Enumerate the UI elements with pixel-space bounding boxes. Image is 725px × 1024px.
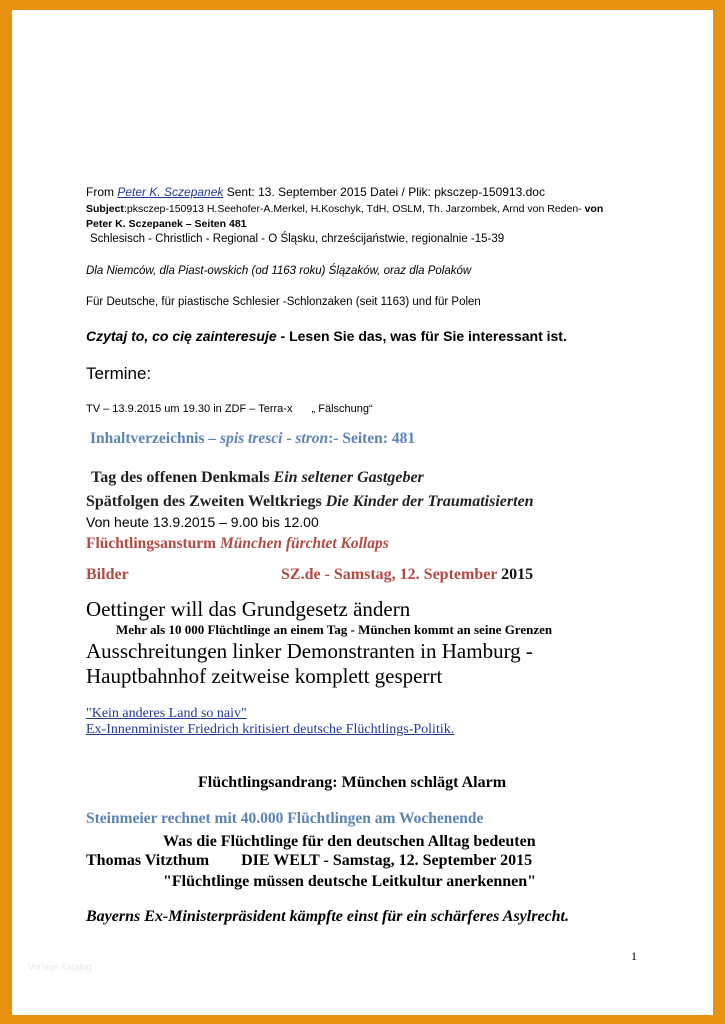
welt-author: Thomas Vitzthum	[86, 852, 210, 869]
toc-part3: -	[282, 430, 296, 447]
subject-text: :pksczep-150913 H.Seehofer-A.Merkel, H.Koschyk, TdH, OSLM, Th. Jarzombek, Arnd von Reden-	[123, 203, 582, 215]
author-pages: Peter K. Sczepanek – Seiten 481	[86, 218, 247, 230]
read-polish: Czytaj to, co cię zainteresuje	[86, 328, 277, 344]
bilder-label: Bilder	[86, 566, 129, 583]
german-audience-line: Für Deutsche, für piastische Schlesier -Schlonzaken (seit 1163) und für Polen	[86, 296, 481, 308]
toc-heading	[90, 430, 415, 448]
tv-title: „ Fälschung“	[311, 403, 373, 415]
denkmal-line	[91, 469, 424, 487]
leitkultur-headline: "Flüchtlinge müssen deutsche Leitkultur anerkennen"	[163, 873, 537, 890]
termine-heading: Termine:	[86, 364, 152, 383]
read-german: Lesen Sie das, was für Sie interessant ist.	[289, 328, 567, 344]
from-line	[86, 185, 545, 199]
fluechtlingsansturm-title: Flüchtlingsansturm	[86, 535, 220, 552]
polish-audience-line: Dla Niemców, dla Piast-owskich (od 1163 roku) Ślązaków, oraz dla Polaków	[86, 265, 472, 277]
bilder-source: SZ.de - Samstag, 12. September	[281, 566, 498, 583]
fluechtlingsansturm-line	[86, 535, 389, 553]
oettinger-headline: Oettinger will das Grundgesetz ändern	[86, 597, 411, 621]
steinmeier-headline: Steinmeier rechnet mit 40.000 Flüchtlingen am Wochenende	[86, 810, 484, 827]
sender-link[interactable]: Peter K. Sczepanek	[117, 185, 224, 199]
spaetfolgen-title: Spätfolgen des Zweiten Weltkriegs	[86, 493, 326, 510]
regional-line: Schlesisch - Christlich - Regional - O Śląsku, chrześcijaństwie, regionalnie -15-39	[90, 233, 505, 245]
subject-label: Subject	[86, 203, 124, 215]
subject-line	[86, 203, 603, 215]
bilder-year: 2015	[501, 566, 534, 583]
toc-part1: Inhaltverzeichnis –	[90, 430, 221, 447]
toc-part5: :- Seiten: 481	[328, 430, 416, 447]
subject-von: von	[584, 203, 604, 215]
tv-line	[86, 403, 373, 415]
naiv-link[interactable]: "Kein anderes Land so naiv"	[86, 706, 247, 721]
read-separator: -	[276, 328, 290, 344]
page-number: 1	[631, 949, 637, 963]
read-line	[86, 328, 567, 344]
denkmal-title: Tag des offenen Denkmals	[91, 469, 274, 486]
from-label: From	[86, 185, 114, 199]
spaetfolgen-subtitle: Die Kinder der Traumatisierten	[325, 493, 534, 510]
bilder-source-line	[281, 566, 533, 584]
toc-part2: spis tresci	[220, 430, 283, 447]
welt-line	[86, 852, 532, 870]
time-line: Von heute 13.9.2015 – 9.00 bis 12.00	[86, 514, 319, 530]
denkmal-subtitle: Ein seltener Gastgeber	[273, 469, 424, 486]
oettinger-subline: Mehr als 10 000 Flüchtlinge an einem Tag - München kommt an seine Grenzen	[116, 622, 553, 637]
alarm-headline: Flüchtlingsandrang: München schlägt Alarm	[198, 774, 507, 791]
hamburg-headline-1: Ausschreitungen linker Demonstranten in Hamburg -	[86, 639, 533, 663]
alltag-headline: Was die Flüchtlinge für den deutschen Alltag bedeuten	[163, 833, 536, 850]
fluechtlingsansturm-subtitle: München fürchtet Kollaps	[219, 535, 389, 552]
friedrich-link[interactable]: Ex-Innenminister Friedrich kritisiert deutsche Flüchtlings-Politik.	[86, 722, 455, 737]
welt-source: DIE WELT - Samstag, 12. September 2015	[241, 852, 533, 869]
watermark: Vorlage Katalog	[28, 962, 92, 972]
spaetfolgen-line	[86, 493, 534, 511]
tv-info: TV – 13.9.2015 um 19.30 in ZDF – Terra-x	[86, 403, 293, 415]
hamburg-headline-2: Hauptbahnhof zeitweise komplett gesperrt	[86, 664, 443, 688]
toc-part4: stron	[295, 430, 329, 447]
bayern-line: Bayerns Ex-Ministerpräsident kämpfte einst für ein schärferes Asylrecht.	[86, 908, 569, 925]
sent-info: Sent: 13. September 2015 Datei / Plik: pksczep-150913.doc	[226, 185, 545, 199]
